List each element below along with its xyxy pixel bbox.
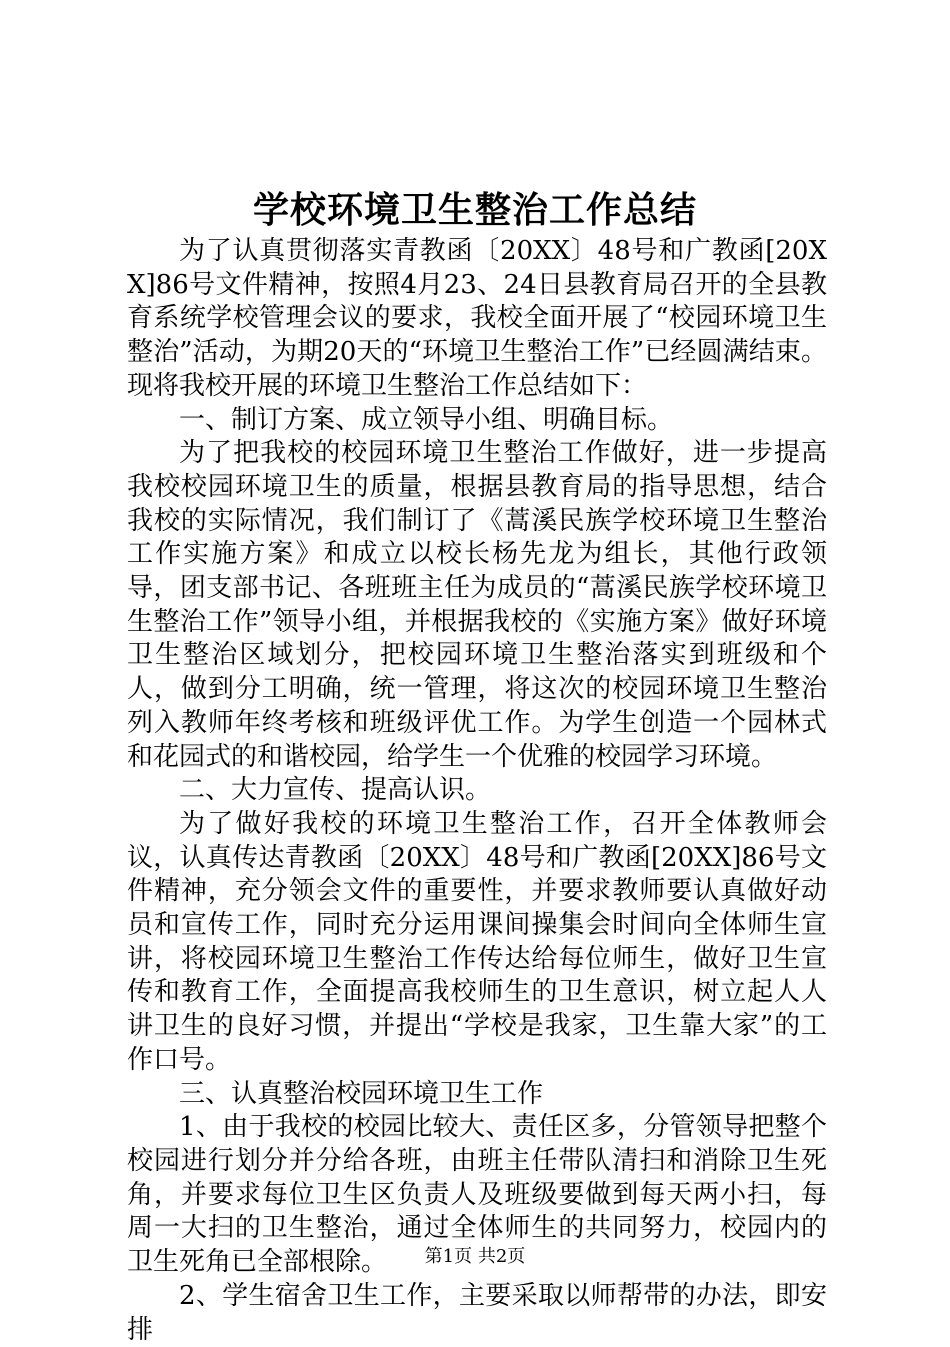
- paragraph-intro: 为了认真贯彻落实青教函〔20XX〕48号和广教函[20XX]86号文件精神，按照4月23、24日县教育局召开的全县教育系统学校管理会议的要求，我校全面开展了“校园环境卫生整治”活动，为期20天的“环境卫生整治工作”已经圆满结束。现将我校开展的环境卫生整治工作总结如下：: [127, 236, 827, 401]
- paragraph-item-2: 2、学生宿舍卫生工作，主要采取以师帮带的办法，即安排: [127, 1280, 827, 1345]
- document-body: [127, 235, 827, 1347]
- heading-section-3: 三、认真整治校园环境卫生工作: [179, 1078, 544, 1109]
- paragraph-item-1: 1、由于我校的校园比较大、责任区多，分管领导把整个校园进行划分并分给各班，由班主任带队清扫和消除卫生死角，并要求每位卫生区负责人及班级要做到每天两小扫，每周一大扫的卫生整治，通过全体师生的共同努力，校园内的卫生死角已全部根除。: [127, 1112, 827, 1278]
- document-title: 学校环境卫生整治工作总结: [252, 189, 697, 231]
- page-number: 第1页 共2页: [424, 1246, 526, 1267]
- paragraph-section-2: 为了做好我校的环境卫生整治工作，召开全体教师会议，认真传达青教函〔20XX〕48号和广教函[20XX]86号文件精神，充分领会文件的重要性，并要求教师要认真做好动员和宣传工作，同时充分运用课间操集会时间向全体师生宣讲，将校园环境卫生整治工作传达给每位师生，做好卫生宣传和教育工作，全面提高我校师生的卫生意识，树立起人人讲卫生的良好习惯，并提出“学校是我家，卫生靠大家”的工作口号。: [127, 808, 827, 1075]
- paragraph-section-1: 为了把我校的校园环境卫生整治工作做好，进一步提高我校校园环境卫生的质量，根据县教育局的指导思想，结合我校的实际情况，我们制订了《蒿溪民族学校环境卫生整治工作实施方案》和成立以校长杨先龙为组长，其他行政领导，团支部书记、各班班主任为成员的“蒿溪民族学校环境卫生整治工作”领导小组，并根据我校的《实施方案》做好环境卫生整治区域划分，把校园环境卫生整治落实到班级和个人，做到分工明确，统一管理，将这次的校园环境卫生整治列入教师年终考核和班级评优工作。为学生创造一个园林式和花园式的和谐校园，给学生一个优雅的校园学习环境。: [127, 438, 827, 772]
- heading-section-2: 二、大力宣传、提高认识。: [179, 775, 492, 806]
- heading-section-1: 一、制订方案、成立领导小组、明确目标。: [179, 404, 674, 435]
